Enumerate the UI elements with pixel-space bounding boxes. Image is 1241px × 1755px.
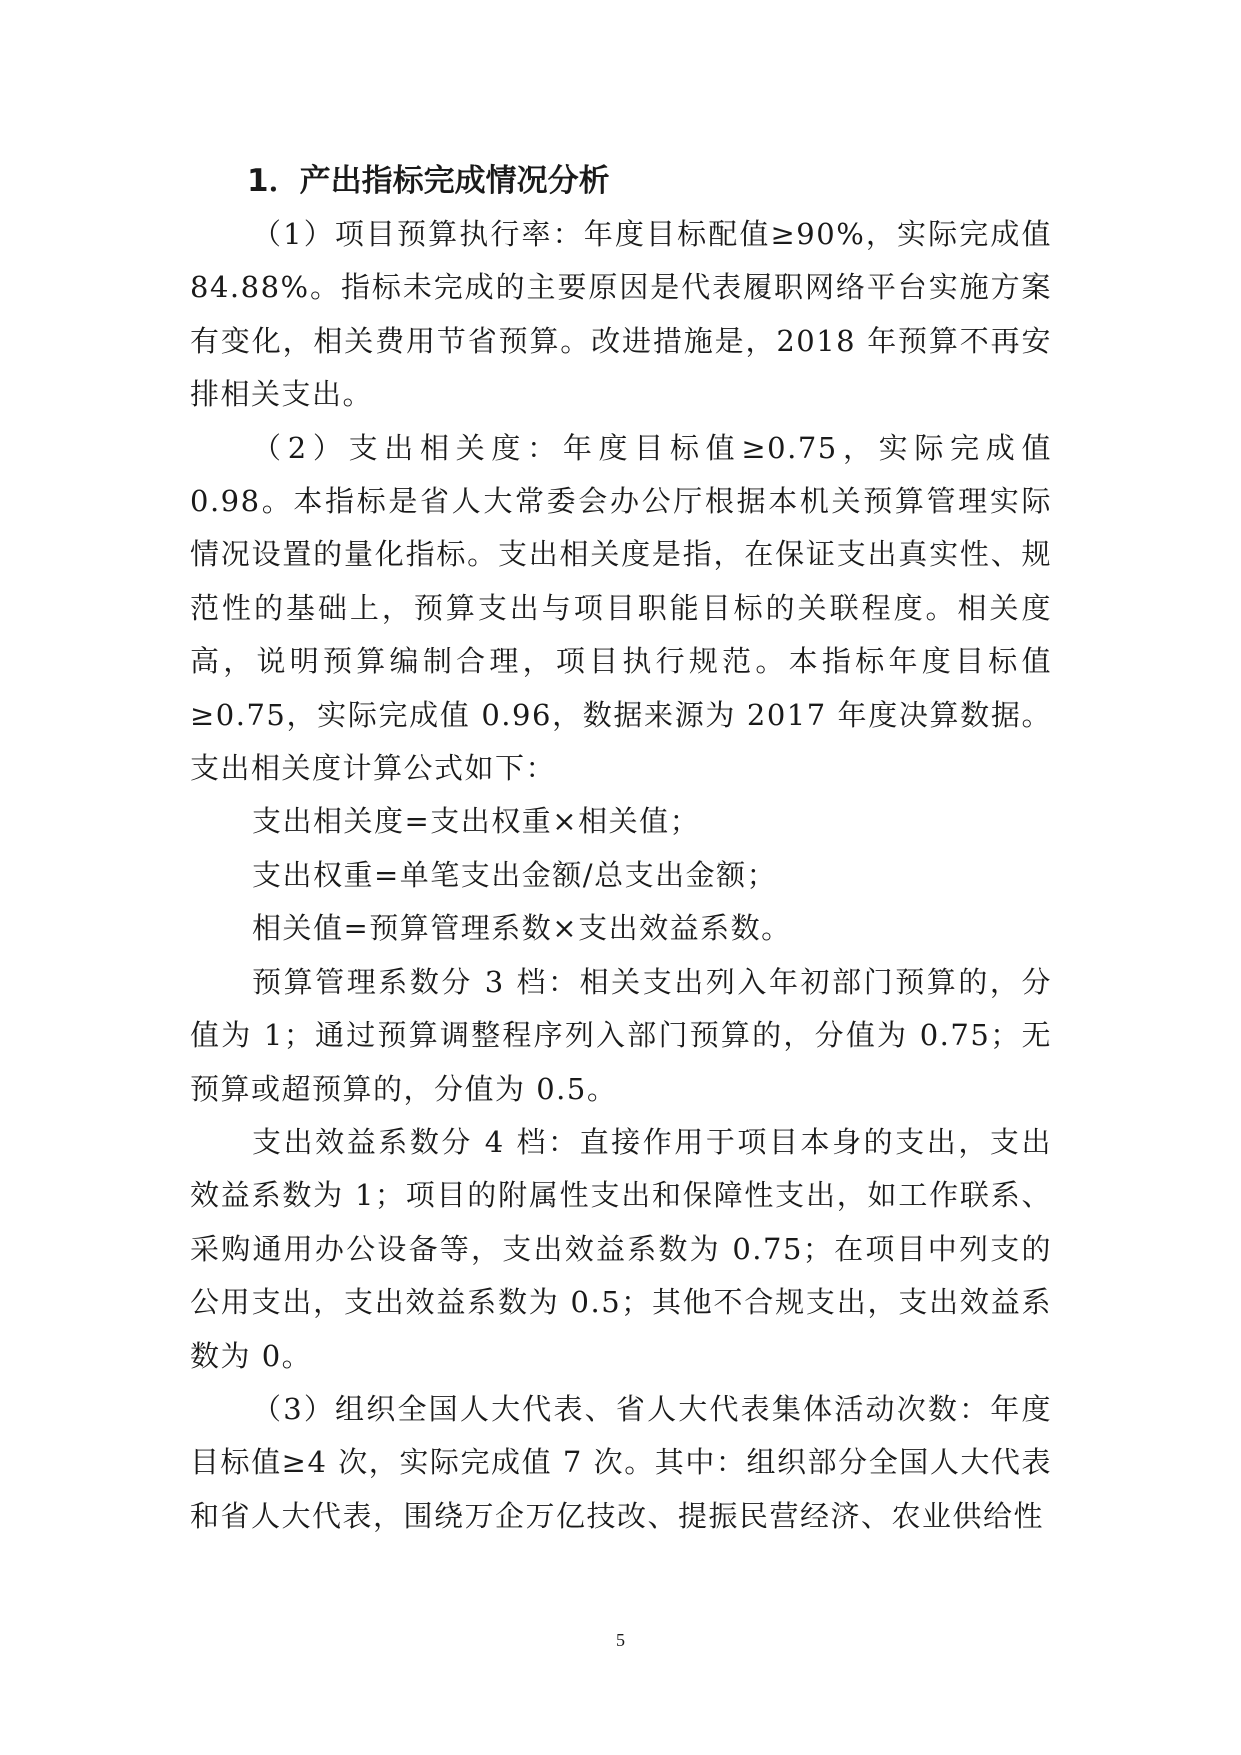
formula-weight: 支出权重=单笔支出金额/总支出金额； — [252, 857, 778, 892]
paragraph-benefit-coefficient: 支出效益系数分 4 档：直接作用于项目本身的支出，支出效益系数为 1；项目的附属性支出和保障性支出，如工作联系、采购通用办公设备等，支出效益系数为 0.75；在项目中列支的公用支出，支出效益系数为 0.5；其他不合规支出，支出效益系数为 0。 — [190, 1124, 1052, 1373]
section-heading: 1．产出指标完成情况分析 — [247, 163, 610, 199]
page-number: 5 — [616, 1630, 625, 1650]
paragraph-budget-management-coefficient: 预算管理系数分 3 档：相关支出列入年初部门预算的，分值为 1；通过预算调整程序列入部门预算的，分值为 0.75；无预算或超预算的，分值为 0.5。 — [190, 964, 1052, 1106]
paragraph-expenditure-relevance: （2）支出相关度：年度目标值≥0.75，实际完成值 0.98。本指标是省人大常委会办公厅根据本机关预算管理实际情况设置的量化指标。支出相关度是指，在保证支出真实性、规范性的基础上，预算支出与项目职能目标的关联程度。相关度高，说明预算编制合理，项目执行规范。本指标年度目标值≥0.75，实际完成值 0.96，数据来源为 2017 年度决算数据。支出相关度计算公式如下： — [190, 430, 1052, 786]
document-body — [190, 154, 1052, 1543]
formula-relevance: 支出相关度=支出权重×相关值； — [252, 804, 701, 839]
paragraph-budget-execution-rate: （1）项目预算执行率：年度目标配值≥90%，实际完成值84.88%。指标未完成的主要原因是代表履职网络平台实施方案有变化，相关费用节省预算。改进措施是，2018 年预算不再安排相关支出。 — [190, 217, 1052, 412]
paragraph-deputy-activities: （3）组织全国人大代表、省人大代表集体活动次数：年度目标值≥4 次，实际完成值 7 次。其中：组织部分全国人大代表和省人大代表，围绕万企万亿技改、提振民营经济、农业供给性 — [190, 1391, 1052, 1533]
formula-related-value: 相关值=预算管理系数×支出效益系数。 — [252, 911, 792, 946]
